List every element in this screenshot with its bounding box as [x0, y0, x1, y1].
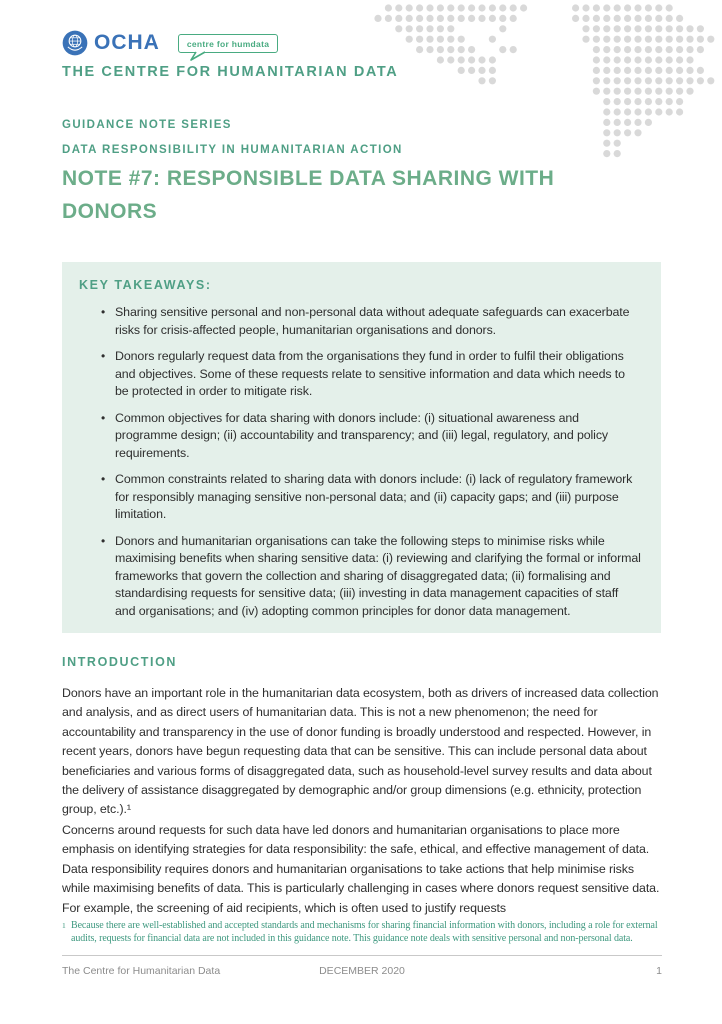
takeaway-item — [101, 533, 641, 621]
takeaway-item — [101, 348, 641, 401]
humdata-badge-label: centre for humdata — [186, 39, 270, 49]
un-emblem-icon — [62, 30, 88, 56]
takeaway-text: Sharing sensitive personal and non-personal data without adequate safeguards can exacerbate risks for crisis-affected people, humanitarian organisations and donors. — [115, 305, 630, 337]
footer-date: DECEMBER 2020 — [319, 965, 405, 977]
introduction-paragraph: Donors have an important role in the humanitarian data ecosystem, both as drivers of increased data collection and analysis, and as direct users of humanitarian data. This is not a new phenomenon; the need for accountability and transparency in the use of donor funding is broadly understood and respected. However, in recent years, donors have begun requesting data that can be sensitive. This can include personal data about beneficiaries and various forms of disaggregated data, such as household-level survey results and data about the delivery of assistance disaggregated by demographic and/or group dimensions (e.g. ethnicity, protection group, etc.).¹ — [62, 686, 659, 817]
takeaway-item — [101, 410, 641, 463]
takeaway-text: Common constraints related to sharing data with donors include: (i) lack of regulatory framework for responsibly managing sensitive non-personal data; and (ii) capacity gaps; and (iii) purpose limitation. — [115, 472, 633, 521]
series-title: GUIDANCE NOTE SERIES — [62, 119, 232, 131]
note-title — [62, 162, 554, 228]
key-takeaways-list — [79, 304, 641, 620]
header-logo-row — [62, 30, 278, 56]
takeaway-text: Common objectives for data sharing with donors include: (i) situational awareness and programme design; (ii) accountability and transparency; and (iii) legal, regulatory, and policy requirements. — [115, 410, 609, 460]
page-footer — [62, 955, 662, 978]
speech-bubble-tail-icon — [187, 51, 211, 61]
ocha-wordmark: OCHA — [94, 31, 160, 54]
footer-org-name: The Centre for Humanitarian Data — [62, 965, 221, 977]
takeaway-item — [101, 471, 641, 524]
takeaway-text: Donors regularly request data from the organisations they fund in order to fulfil their obligations and objectives. Some of these requests relate to sensitive information and data which needs to be protected in order to mitigate risk. — [115, 349, 625, 398]
note-title-line-2: DONORS — [62, 200, 158, 223]
site-title: THE CENTRE FOR HUMANITARIAN DATA — [62, 64, 399, 80]
introduction-heading: INTRODUCTION — [62, 655, 178, 669]
takeaway-item — [101, 304, 641, 339]
introduction-paragraph: Concerns around requests for such data have led donors and humanitarian organisations to place more emphasis on identifying strategies for data responsibility: the safe, ethical, and effective management of data. Data responsibility requires donors and humanitarian organisations to take actions that help minimise risks while maximising benefits of data. This is particularly challenging in cases where donors request sensitive data. For example, the screening of aid recipients, which is often used to justify requests — [62, 823, 660, 915]
key-takeaways-heading: KEY TAKEAWAYS: — [79, 278, 212, 292]
humdata-badge — [178, 34, 278, 53]
footnote-marker: 1 — [62, 921, 66, 930]
footnote-text: Because there are well-established and accepted standards and mechanisms for sharing financial information with donors, including a role for external audits, requests for financial data are not included in this guidance note. This guidance note deals with sensitive personal and non-personal data. — [71, 920, 658, 944]
subseries-title: DATA RESPONSIBILITY IN HUMANITARIAN ACTION — [62, 144, 403, 156]
footer-page-number: 1 — [656, 965, 662, 977]
takeaway-text: Donors and humanitarian organisations can take the following steps to minimise risks while maximising benefits when sharing sensitive data: (i) reviewing and clarifying the formal or informal frameworks that govern the collection and sharing of disaggregated data; (ii) formalising and standardising requests for sensitive data; (iii) investing in data management capacities of staff and organisations; and (iv) adopting common principles for donor data management. — [115, 533, 641, 618]
footnote — [62, 920, 662, 945]
series-block — [62, 113, 403, 163]
key-takeaways-box — [62, 262, 661, 633]
ocha-logo — [62, 30, 160, 56]
note-title-line-1: NOTE #7: RESPONSIBLE DATA SHARING WITH — [62, 167, 555, 190]
